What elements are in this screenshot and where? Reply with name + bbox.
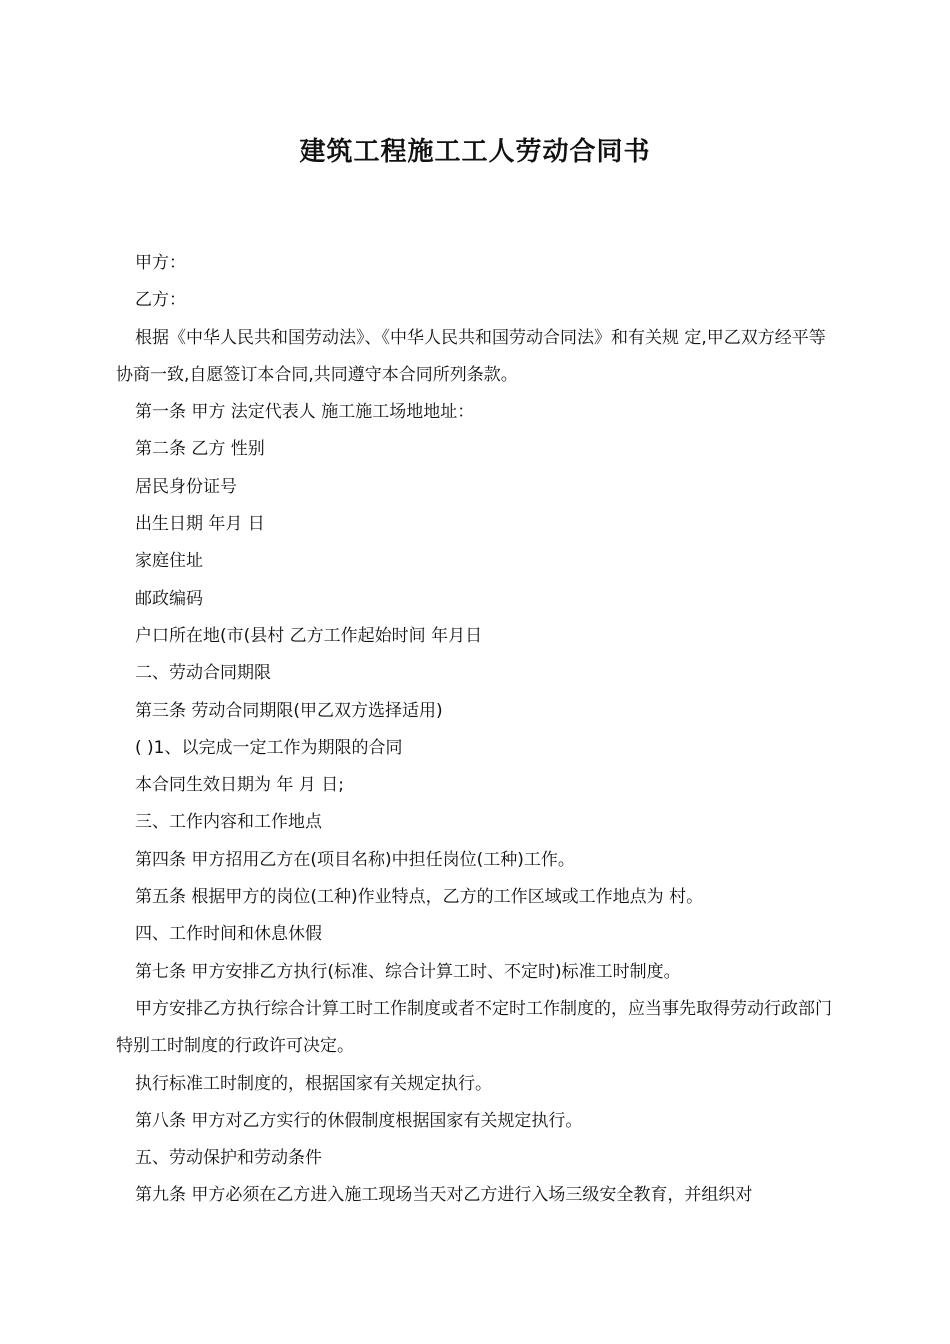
paragraph-household-registration: 户口所在地(市(县村 乙方工作起始时间 年月日 (135, 625, 483, 646)
paragraph-party-a: 甲方： (135, 253, 186, 273)
document-title: 建筑工程施工工人劳动合同书 (299, 137, 651, 167)
paragraph-article-3: 第三条 劳动合同期限(甲乙双方选择适用) (135, 700, 443, 721)
paragraph-option-1: ( )1、以完成一定工作为期限的合同 (135, 737, 403, 758)
paragraph-party-b: 乙方： (135, 290, 186, 311)
paragraph-article-5: 第五条 根据甲方的岗位(工种)作业特点，乙方的工作区域或工作地点为 村。 (135, 887, 704, 908)
paragraph-id-number: 居民身份证号 (135, 476, 237, 497)
paragraph-article-2: 第二条 乙方 性别 (135, 439, 265, 460)
paragraph-home-address: 家庭住址 (135, 551, 203, 572)
paragraph-article-8: 第八条 甲方对乙方实行的休假制度根据国家有关规定执行。 (135, 1110, 583, 1131)
paragraph-special-hours: 甲方安排乙方执行综合计算工时工作制度或者不定时工作制度的，应当事先取得劳动行政部门特别工时制度的行政许可决定。 (116, 998, 832, 1057)
paragraph-article-7: 第七条 甲方安排乙方执行(标准、综合计算工时、不定时)标准工时制度。 (135, 961, 681, 982)
paragraph-article-4: 第四条 甲方招用乙方在(项目名称)中担任岗位(工种)工作。 (135, 849, 575, 870)
document-body (116, 245, 838, 1215)
paragraph-article-1: 第一条 甲方 法定代表人 施工施工场地地址： (135, 402, 475, 423)
paragraph-birth-date: 出生日期 年月 日 (135, 514, 265, 535)
paragraph-effective-date: 本合同生效日期为 年 月 日; (135, 775, 344, 796)
paragraph-article-9: 第九条 甲方必须在乙方进入施工现场当天对乙方进行入场三级安全教育，并组织对 (135, 1185, 753, 1206)
section-heading-labor-protection: 五、劳动保护和劳动条件 (135, 1148, 322, 1169)
paragraph-postal-code: 邮政编码 (135, 588, 203, 609)
paragraph-preamble: 根据《中华人民共和国劳动法》、《中华人民共和国劳动合同法》和有关规 定,甲乙双方经平等协商一致,自愿签订本合同,共同遵守本合同所列条款。 (116, 327, 826, 385)
section-heading-working-hours: 四、工作时间和休息休假 (135, 924, 322, 945)
section-heading-contract-term: 二、劳动合同期限 (135, 663, 271, 684)
section-heading-work-content: 三、工作内容和工作地点 (135, 812, 322, 833)
paragraph-standard-hours: 执行标准工时制度的，根据国家有关规定执行。 (135, 1073, 492, 1094)
